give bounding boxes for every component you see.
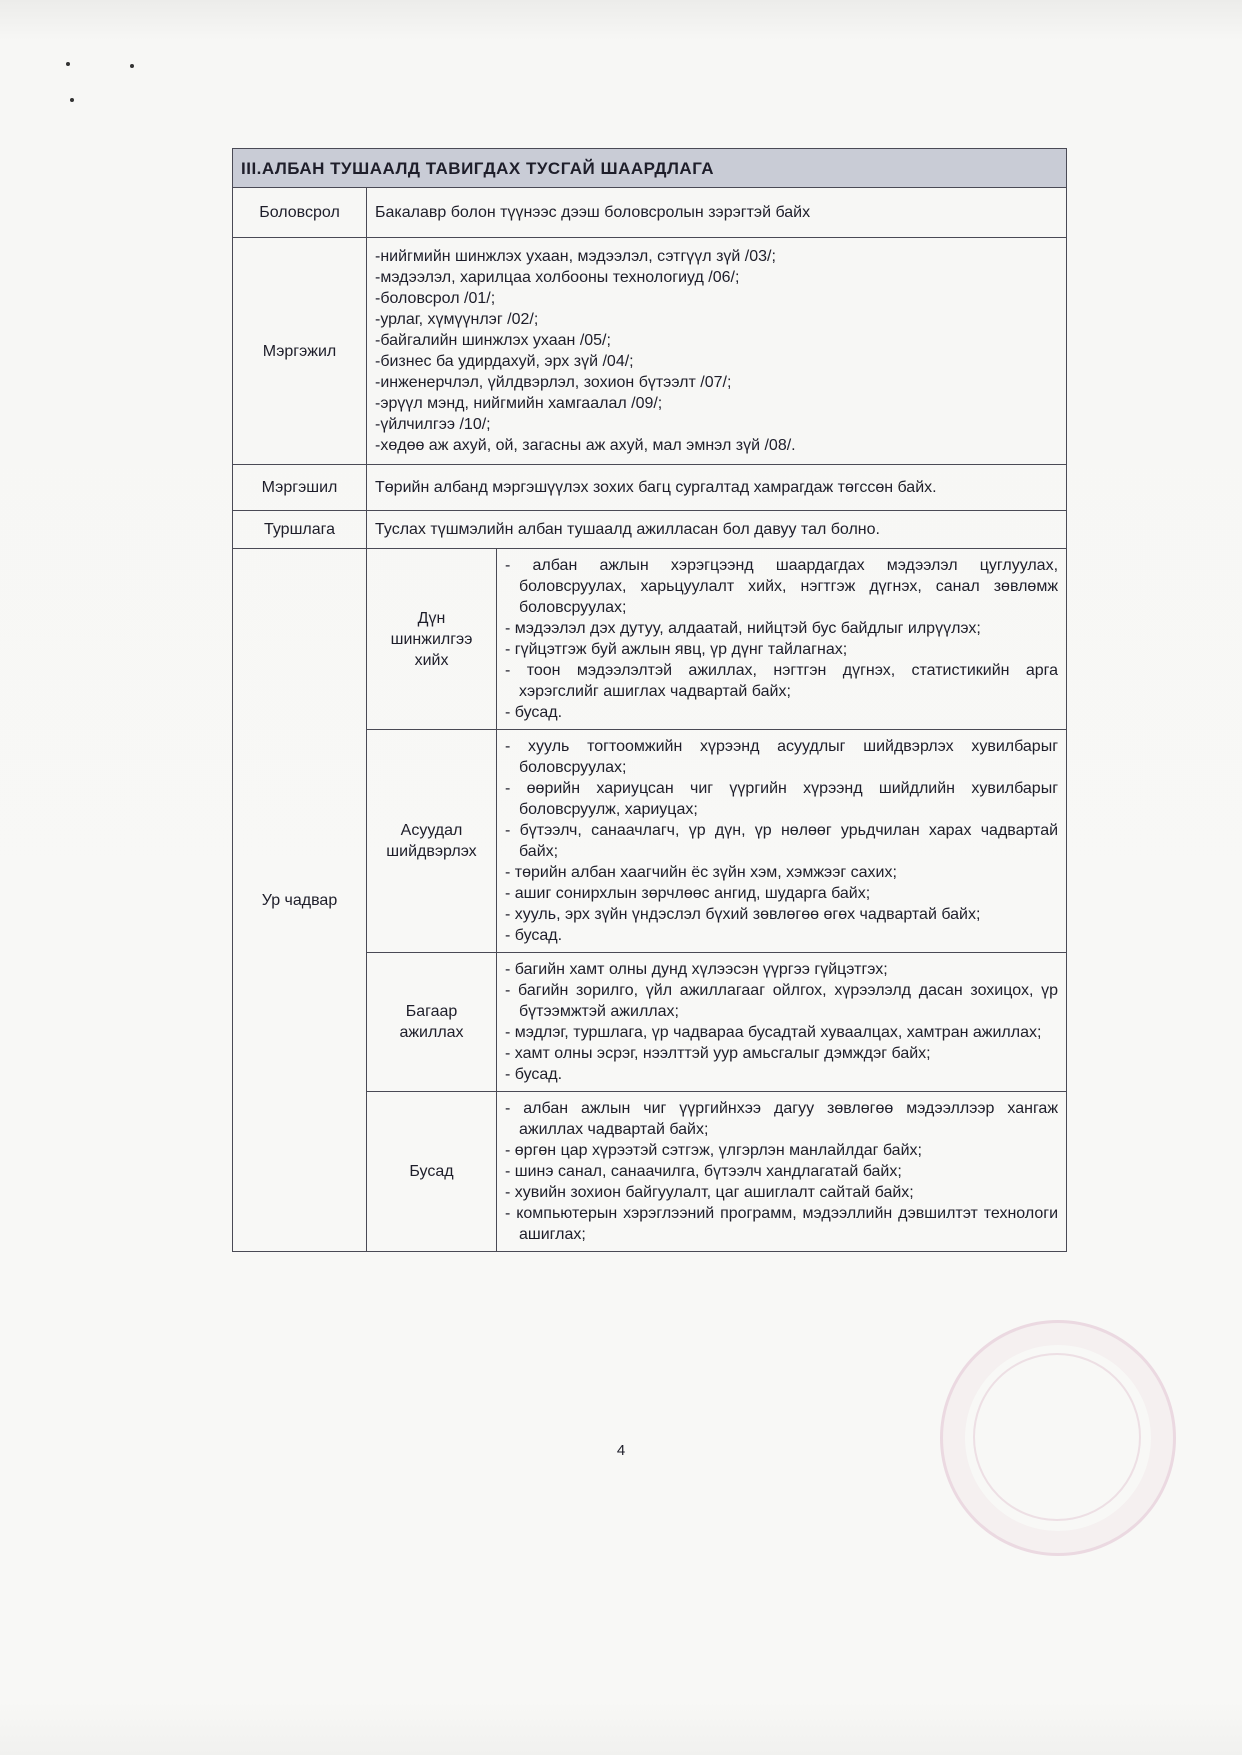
skill-group-list [505,1098,1058,1245]
list-item: -үйлчилгээ /10/; [375,416,491,433]
list-item: - мэдээлэл дэх дутуу, алдаатай, нийцтэй бус байдлыг илрүүлэх; [505,620,981,637]
list-item: - багийн зорилго, үйл ажиллагааг ойлгох, хүрээлэлд дасан зохицох, үр бүтээмжтэй ажиллах; [505,982,1059,1020]
skill-group-list [505,555,1058,723]
requirements-table [232,148,1067,1252]
list-item: - бусад. [505,927,563,944]
list-item: - өөрийн хариуцсан чиг үүргийн хүрээнд шийдлийн хувилбарыг боловсруулж, хариуцах; [505,780,1059,818]
list-item: - хувийн зохион байгуулалт, цаг ашиглалт сайтай байх; [505,1184,914,1201]
profession-label: Мэргэжил [233,238,367,465]
list-item: - хууль, эрх зүйн үндэслэл бүхий зөвлөгөө өгөх чадвартай байх; [505,906,981,923]
qualification-label: Мэргэшил [233,465,367,511]
page-number: 4 [616,1442,626,1459]
list-item: - гүйцэтгэж буй ажлын явц, үр дүнг тайлагнах; [505,641,848,658]
skill-group-list [505,959,1058,1085]
scan-speck [66,62,70,66]
list-item: - ашиг сонирхлын зөрчлөөс ангид, шударга байх; [505,885,871,902]
list-item: - албан ажлын чиг үүргийнхээ дагуу зөвлөгөө мэдээллээр хангаж ажиллах чадвартай байх; [505,1100,1059,1138]
list-item: - бусад. [505,1066,563,1083]
skill-group-list [505,736,1058,946]
stamp-seal [940,1320,1176,1556]
qualification-value: Төрийн албанд мэргэшүүлэх зохих багц сургалтад хамрагдаж төгссөн байх. [367,465,1067,511]
list-item: -инженерчлэл, үйлдвэрлэл, зохион бүтээлт /07/; [375,374,732,391]
skill-group-name: Асуудал шийдвэрлэх [367,730,497,953]
list-item: - шинэ санал, санаачилга, бүтээлч хандлагатай байх; [505,1163,902,1180]
list-item: -байгалийн шинжлэх ухаан /05/; [375,332,611,349]
list-item: -урлаг, хүмүүнлэг /02/; [375,311,539,328]
skill-group-name: Багаар ажиллах [367,953,497,1092]
education-value: Бакалавр болон түүнээс дээш боловсролын зэрэгтэй байх [367,188,1067,238]
list-item: - хамт олны эсрэг, нээлттэй уур амьсгалыг дэмждэг байх; [505,1045,931,1062]
list-item: - компьютерын хэрэглээний программ, мэдээллийн дэвшилтэт технологи ашиглах; [505,1205,1059,1243]
list-item: - багийн хамт олны дунд хүлээсэн үүргээ гүйцэтгэх; [505,961,888,978]
list-item: - бусад. [505,704,563,721]
education-label: Боловсрол [233,188,367,238]
list-item: -нийгмийн шинжлэх ухаан, мэдээлэл, сэтгүүл зүй /03/; [375,248,776,265]
experience-value: Туслах түшмэлийн албан тушаалд ажилласан бол давуу тал болно. [367,511,1067,549]
experience-label: Туршлага [233,511,367,549]
section-header: III.АЛБАН ТУШААЛД ТАВИГДАХ ТУСГАЙ ШААРДЛАГА [233,149,1067,188]
scan-speck [70,98,74,102]
list-item: - мэдлэг, туршлага, үр чадвараа бусадтай хуваалцах, хамтран ажиллах; [505,1024,1042,1041]
list-item: -бизнес ба удирдахуй, эрх зүй /04/; [375,353,634,370]
skill-group-name: Дүн шинжилгээ хийх [367,549,497,730]
list-item: - бүтээлч, санаачлагч, үр дүн, үр нөлөөг урьдчилан харах чадвартай байх; [505,822,1059,860]
list-item: - өргөн цар хүрээтэй сэтгэж, үлгэрлэн манлайлдаг байх; [505,1142,922,1159]
list-item: - хууль тогтоомжийн хүрээнд асуудлыг шийдвэрлэх хувилбарыг боловсруулах; [505,738,1059,776]
profession-list [375,246,1058,456]
skills-label: Ур чадвар [233,549,367,1252]
skill-group-name: Бусад [367,1092,497,1252]
list-item: - тоон мэдээлэлтэй ажиллах, нэгтгэн дүгнэх, статистикийн арга хэрэгслийг ашиглах чадвартай байх; [505,662,1059,700]
list-item: - албан ажлын хэрэгцээнд шаардагдах мэдээлэл цуглуулах, боловсруулах, харьцуулалт хийх, нэгтгэж дүгнэх, санал зөвлөмж боловсруулах; [505,557,1059,616]
list-item: -эрүүл мэнд, нийгмийн хамгаалал /09/; [375,395,663,412]
list-item: -мэдээлэл, харилцаа холбооны технологиуд /06/; [375,269,740,286]
scan-speck [130,64,134,68]
list-item: -хөдөө аж ахуй, ой, загасны аж ахуй, мал эмнэл зүй /08/. [375,437,796,454]
list-item: - төрийн албан хаагчийн ёс зүйн хэм, хэмжээг сахих; [505,864,897,881]
list-item: -боловсрол /01/; [375,290,496,307]
